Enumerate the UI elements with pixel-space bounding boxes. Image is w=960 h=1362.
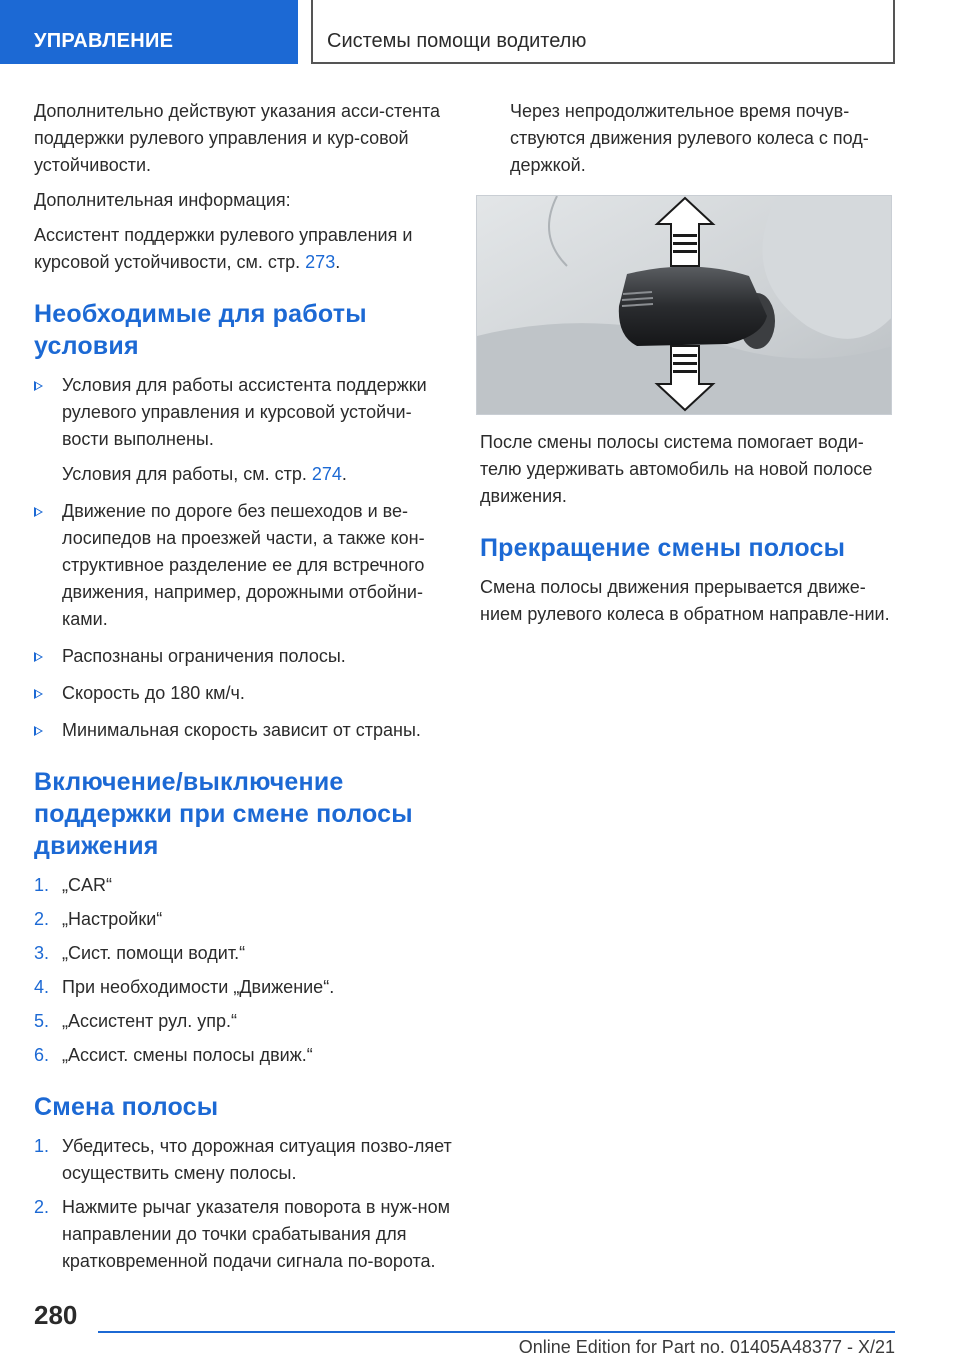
page-link-273[interactable]: 273 — [305, 252, 336, 272]
list-item: 5. „Ассистент рул. упр.“ — [34, 1011, 237, 1031]
intro-paragraph-3: Ассистент поддержки рулевого управления и курсовой устойчивости, см. стр. 273. — [34, 225, 413, 272]
conditions-list — [34, 372, 454, 744]
lever-drawing — [477, 196, 892, 415]
heading-cancel-lane-change: Прекращение смены полосы — [480, 534, 846, 562]
triangle-bullet-icon — [34, 381, 43, 391]
heading-toggle-assist: Включение/выключение поддержки при смене полосы движения — [34, 768, 413, 860]
list-item: 6. „Ассист. смены полосы движ.“ — [34, 1045, 313, 1065]
header-section-tab: УПРАВЛЕНИЕ — [0, 0, 298, 64]
menu-steps-list — [34, 872, 454, 1069]
list-item: Минимальная скорость зависит от страны. — [34, 717, 454, 744]
right-column — [480, 98, 900, 636]
triangle-bullet-icon — [34, 689, 43, 699]
cancel-paragraph: Смена полосы движения прерывается движе-нием рулевого колеса в обратном направле-нии. — [480, 577, 890, 624]
list-item: 3. „Сист. помощи водит.“ — [34, 943, 246, 963]
list-item: 4. При необходимости „Движение“. — [34, 977, 335, 997]
page-number: 280 — [34, 1300, 78, 1330]
list-item: 2. Нажмите рычаг указателя поворота в нуж-ном направлении до точки срабатывания для кратковременной подачи сигнала по-ворота. — [34, 1197, 450, 1271]
after-figure-paragraph: После смены полосы система помогает води-телю удерживать автомобиль на новой полосе движения. — [480, 432, 873, 506]
header-chapter-title: Системы помощи водителю — [311, 0, 895, 64]
footer-divider — [98, 1331, 895, 1333]
list-item: Скорость до 180 км/ч. — [34, 680, 454, 707]
right-intro-paragraph: Через непродолжительное время почув-ствуются движения рулевого колеса с под-держкой. — [510, 101, 869, 175]
list-item: Условия для работы ассистента поддержки рулевого управления и курсовой устойчи-вости выполнены. Условия для работы, см. стр. 274. — [34, 372, 454, 488]
triangle-bullet-icon — [34, 507, 43, 517]
triangle-bullet-icon — [34, 652, 43, 662]
intro-paragraph-1: Дополнительно действуют указания асси-стента поддержки рулевого управления и кур-совой устойчивости. — [34, 101, 441, 175]
list-item: 1. „CAR“ — [34, 875, 112, 895]
turn-signal-lever-illustration — [476, 195, 892, 415]
lane-change-steps-list — [34, 1133, 454, 1275]
list-item: Движение по дороге без пешеходов и ве-лосипедов на проезжей части, а также кон-структивное разделение ее для встречного движения, например, дорожными отбойни-ками. — [34, 498, 454, 633]
list-item: 2. „Настройки“ — [34, 909, 163, 929]
edition-info: Online Edition for Part no. 01405A48377 - X/21 — [518, 1337, 895, 1357]
left-column — [34, 98, 454, 1282]
heading-conditions: Необходимые для работы условия — [34, 300, 367, 360]
heading-lane-change: Смена полосы — [34, 1093, 219, 1121]
list-item: Распознаны ограничения полосы. — [34, 643, 454, 670]
triangle-bullet-icon — [34, 726, 43, 736]
page-link-274[interactable]: 274 — [311, 464, 342, 484]
list-item: 1. Убедитесь, что дорожная ситуация позво-ляет осуществить смену полосы. — [34, 1136, 452, 1183]
intro-paragraph-2: Дополнительная информация: — [34, 190, 291, 210]
